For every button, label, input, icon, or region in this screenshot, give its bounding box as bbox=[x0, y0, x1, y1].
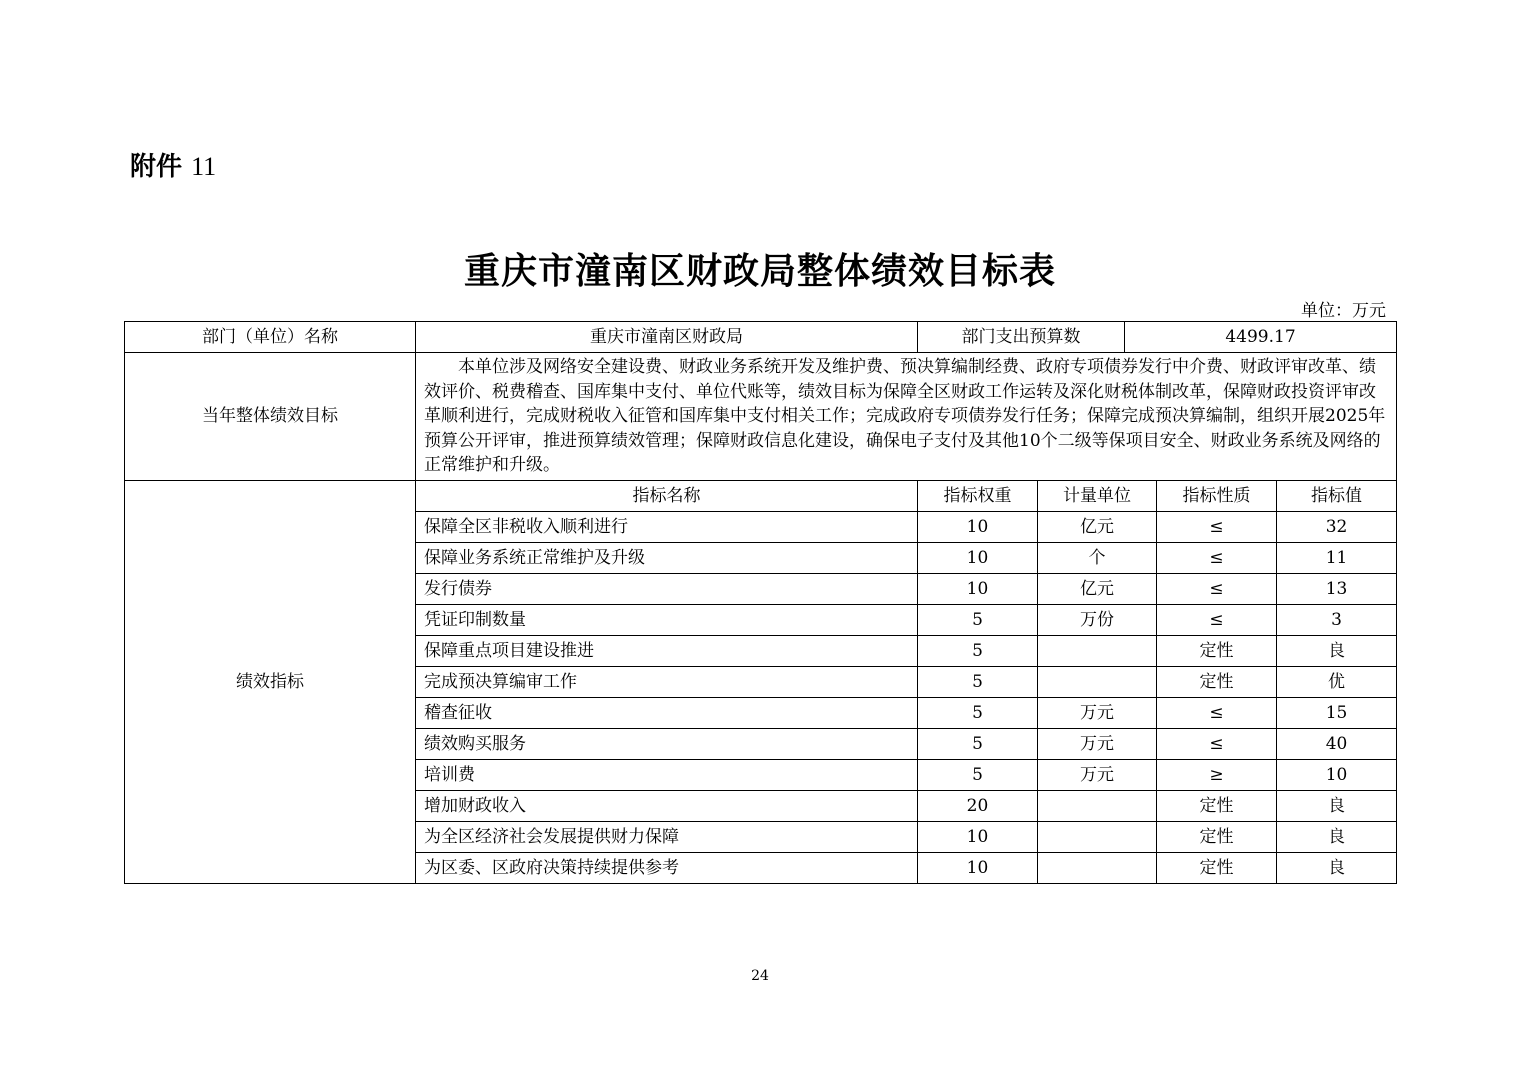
col-header-value: 指标值 bbox=[1277, 480, 1397, 511]
goal-text: 本单位涉及网络安全建设费、财政业务系统开发及维护费、预决算编制经费、政府专项债券发行中介费、财政评审改革、绩效评价、税费稽查、国库集中支付、单位代账等，绩效目标为保障全区财政工作运转及深化财税体制改革，保障财政投资评审改革顺利进行，完成财税收入征管和国库集中支付相关工作；完成政府专项债券发行任务；保障完成预决算编制，组织开展2025年预算公开评审，推进预算绩效管理；保障财政信息化建设，确保电子支付及其他10个二级等保项目安全、财政业务系统及网络的正常维护和升级。 bbox=[416, 353, 1397, 481]
indicator-value: 10 bbox=[1277, 759, 1397, 790]
indicator-nature: 定性 bbox=[1157, 821, 1277, 852]
dept-value: 重庆市潼南区财政局 bbox=[416, 322, 918, 353]
indicator-name: 稽查征收 bbox=[416, 697, 918, 728]
col-header-weight: 指标权重 bbox=[918, 480, 1038, 511]
indicator-value: 良 bbox=[1277, 852, 1397, 883]
indicator-unit bbox=[1038, 635, 1157, 666]
dept-row bbox=[125, 322, 1397, 353]
indicator-name: 保障重点项目建设推进 bbox=[416, 635, 918, 666]
indicator-unit: 亿元 bbox=[1038, 573, 1157, 604]
indicator-nature: ≤ bbox=[1157, 573, 1277, 604]
col-header-nature: 指标性质 bbox=[1157, 480, 1277, 511]
indicator-unit: 万元 bbox=[1038, 697, 1157, 728]
dept-label: 部门（单位）名称 bbox=[125, 322, 416, 353]
unit-label: 单位：万元 bbox=[1301, 301, 1386, 321]
indicator-nature: 定性 bbox=[1157, 635, 1277, 666]
indicator-weight: 5 bbox=[918, 697, 1038, 728]
indicator-value: 优 bbox=[1277, 666, 1397, 697]
goal-label: 当年整体绩效目标 bbox=[125, 353, 416, 481]
indicator-weight: 5 bbox=[918, 604, 1038, 635]
indicator-weight: 5 bbox=[918, 666, 1038, 697]
indicator-name: 绩效购买服务 bbox=[416, 728, 918, 759]
indicator-name: 保障全区非税收入顺利进行 bbox=[416, 511, 918, 542]
indicator-name: 培训费 bbox=[416, 759, 918, 790]
indicator-name: 完成预决算编审工作 bbox=[416, 666, 918, 697]
indicator-nature: 定性 bbox=[1157, 852, 1277, 883]
indicator-section-label: 绩效指标 bbox=[125, 480, 416, 883]
indicator-weight: 10 bbox=[918, 542, 1038, 573]
indicator-nature: ≥ bbox=[1157, 759, 1277, 790]
indicator-value: 15 bbox=[1277, 697, 1397, 728]
indicator-unit bbox=[1038, 852, 1157, 883]
performance-table bbox=[124, 321, 1397, 884]
attachment-label bbox=[130, 146, 216, 183]
col-header-name: 指标名称 bbox=[416, 480, 918, 511]
goal-row bbox=[125, 353, 1397, 481]
indicator-name: 为区委、区政府决策持续提供参考 bbox=[416, 852, 918, 883]
indicator-name: 凭证印制数量 bbox=[416, 604, 918, 635]
attachment-number: 11 bbox=[191, 152, 217, 181]
indicator-header-row bbox=[125, 480, 1397, 511]
indicator-weight: 10 bbox=[918, 573, 1038, 604]
attachment-word: 附件 bbox=[130, 152, 183, 182]
col-header-unit: 计量单位 bbox=[1038, 480, 1157, 511]
indicator-name: 为全区经济社会发展提供财力保障 bbox=[416, 821, 918, 852]
indicator-unit: 万元 bbox=[1038, 759, 1157, 790]
indicator-unit: 万元 bbox=[1038, 728, 1157, 759]
indicator-value: 良 bbox=[1277, 635, 1397, 666]
indicator-weight: 10 bbox=[918, 852, 1038, 883]
indicator-unit: 万份 bbox=[1038, 604, 1157, 635]
indicator-unit bbox=[1038, 666, 1157, 697]
indicator-weight: 5 bbox=[918, 728, 1038, 759]
indicator-value: 11 bbox=[1277, 542, 1397, 573]
indicator-unit bbox=[1038, 790, 1157, 821]
indicator-nature: 定性 bbox=[1157, 666, 1277, 697]
indicator-nature: ≤ bbox=[1157, 728, 1277, 759]
indicator-weight: 5 bbox=[918, 759, 1038, 790]
indicator-weight: 5 bbox=[918, 635, 1038, 666]
indicator-nature: ≤ bbox=[1157, 511, 1277, 542]
indicator-weight: 10 bbox=[918, 821, 1038, 852]
indicator-weight: 10 bbox=[918, 511, 1038, 542]
budget-value: 4499.17 bbox=[1125, 322, 1397, 353]
indicator-value: 40 bbox=[1277, 728, 1397, 759]
indicator-name: 保障业务系统正常维护及升级 bbox=[416, 542, 918, 573]
indicator-value: 良 bbox=[1277, 821, 1397, 852]
budget-label: 部门支出预算数 bbox=[918, 322, 1125, 353]
indicator-nature: ≤ bbox=[1157, 697, 1277, 728]
indicator-unit: 亿元 bbox=[1038, 511, 1157, 542]
indicator-value: 13 bbox=[1277, 573, 1397, 604]
indicator-value: 良 bbox=[1277, 790, 1397, 821]
indicator-name: 增加财政收入 bbox=[416, 790, 918, 821]
indicator-nature: ≤ bbox=[1157, 604, 1277, 635]
page-title: 重庆市潼南区财政局整体绩效目标表 bbox=[463, 251, 1056, 292]
indicator-unit: 个 bbox=[1038, 542, 1157, 573]
indicator-weight: 20 bbox=[918, 790, 1038, 821]
indicator-value: 3 bbox=[1277, 604, 1397, 635]
indicator-unit bbox=[1038, 821, 1157, 852]
page-number: 24 bbox=[751, 968, 769, 984]
indicator-name: 发行债券 bbox=[416, 573, 918, 604]
indicator-value: 32 bbox=[1277, 511, 1397, 542]
indicator-nature: 定性 bbox=[1157, 790, 1277, 821]
indicator-nature: ≤ bbox=[1157, 542, 1277, 573]
